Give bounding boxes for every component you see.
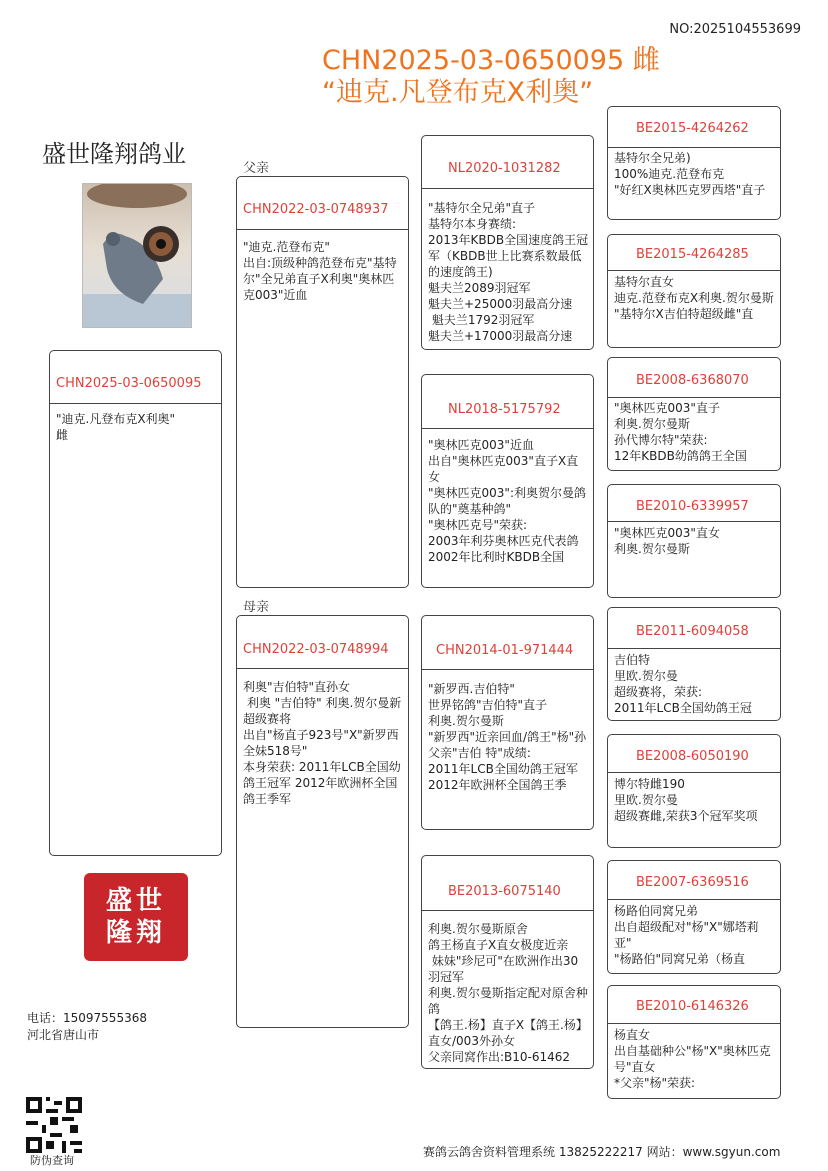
qr-caption: 防伪查询: [30, 1154, 74, 1167]
pedigree-title-ring: CHN2025-03-0650095 雌: [322, 45, 660, 76]
maternal-grandfather-ring: CHN2014-01-971444: [436, 643, 574, 658]
maternal-grandmother-desc: 利奥.贺尔曼斯原舍 鸽王杨直子X直女极度近亲 妹妹"珍尼可"在欧洲作出30羽冠军 利奥.贺尔曼斯指定配对原舍种鸽 【鸽王.杨】直子X【鸽王.杨】直女/003外孙女 父亲同窝作出:B10-61462: [428, 922, 588, 1064]
ggp-ffm-ring: BE2015-4264285: [636, 247, 749, 262]
paternal-grandmother-ring: NL2018-5175792: [448, 402, 561, 417]
ggp-fmm-card: [607, 484, 781, 598]
ggp-fmf-ring: BE2008-6368070: [636, 373, 749, 388]
pigeon-photo: [82, 183, 192, 328]
pedigree-title-name: “迪克.凡登布克X利奥”: [322, 77, 594, 108]
mother-ring: CHN2022-03-0748994: [243, 642, 389, 657]
ggp-mfm-desc: 博尔特雌190 里欧.贺尔曼 超级赛雌,荣获3个冠军奖项: [614, 777, 758, 823]
mother-label: 母亲: [243, 600, 270, 615]
ggp-mmm-card: [607, 985, 781, 1099]
ggp-mmm-desc: 杨直女 出自基础种公"杨"X"奥林匹克号"直女 *父亲"杨"荣获:: [614, 1028, 771, 1090]
ggp-mmm-ring: BE2010-6146326: [636, 999, 749, 1014]
ggp-mfm-ring: BE2008-6050190: [636, 749, 749, 764]
ggp-mff-ring: BE2011-6094058: [636, 624, 749, 639]
maternal-grandmother-card: [421, 855, 594, 1069]
ggp-fff-desc: 基特尔全兄弟) 100%迪克.范登布克 "好红X奥林匹克罗西塔"直子: [614, 151, 766, 197]
ggp-fmf-desc: "奥林匹克003"直子 利奥.贺尔曼斯 孙代博尔特"荣获: 12年KBDB幼鸽鸽王全国: [614, 401, 747, 463]
paternal-grandfather-ring: NL2020-1031282: [448, 161, 561, 176]
paternal-grandmother-desc: "奥林匹克003"近血 出自"奥林匹克003"直子X直女 "奥林匹克003":利奥贺尔曼鸽队的"奠基种鸽" "奥林匹克号"荣获: 2003年利芬奥林匹克代表鸽 2002年比利时KBDB全国: [428, 438, 586, 564]
paternal-grandmother-card: [421, 374, 594, 588]
maternal-grandmother-ring: BE2013-6075140: [448, 884, 561, 899]
father-label: 父亲: [243, 161, 270, 176]
paternal-grandfather-card: [421, 135, 594, 350]
ggp-ffm-card: [607, 234, 781, 348]
maternal-grandfather-card: [421, 615, 594, 830]
maternal-grandfather-desc: "新罗西.吉伯特" 世界铭鸽"吉伯特"直子 利奥.贺尔曼斯 "新罗西"近亲回血/鸽王"杨"孙 父亲"吉伯 特"成绩: 2011年LCB全国幼鸽王冠军 2012年欧洲杯全国鸽王季: [428, 682, 587, 792]
contact-phone: 电话：15097555368: [27, 1011, 147, 1025]
mother-desc: 利奥"吉伯特"直孙女 利奥 "吉伯特" 利奥.贺尔曼新超级赛将 出自"杨直子923号"X"新罗西全妹518号" 本身荣获: 2011年LCB全国幼鸽王冠军 2012年欧洲杯全国鸽王季军: [243, 680, 402, 806]
ggp-ffm-desc: 基特尔直女 迪克.范登布克X利奥.贺尔曼斯 "基特尔X吉伯特超级雌"直: [614, 275, 774, 321]
ggp-mff-card: [607, 607, 781, 721]
subject-desc: "迪克.凡登布克X利奥" 雌: [56, 412, 176, 442]
ggp-mmf-card: [607, 860, 781, 974]
ggp-mfm-card: [607, 734, 781, 848]
brand-seal: [84, 873, 188, 961]
subject-ring: CHN2025-03-0650095: [56, 376, 202, 391]
qr-code[interactable]: [26, 1097, 82, 1153]
footer-info: 赛鸽云鸽舍资料管理系统 13825222217 网站：www.sgyun.com: [423, 1145, 781, 1159]
father-ring: CHN2022-03-0748937: [243, 202, 389, 217]
paternal-grandfather-desc: "基特尔全兄弟"直子 基特尔本身赛绩: 2013年KBDB全国速度鸽王冠军（KBDB世上比赛系数最低的速度鸽王) 魁夫兰2089羽冠军 魁夫兰+25000羽最高分速 魁夫兰1792羽冠军 魁夫兰+17000羽最高分速: [428, 201, 589, 343]
ggp-mff-desc: 吉伯特 里欧.贺尔曼 超级赛将，荣获: 2011年LCB全国幼鸽王冠: [614, 653, 752, 715]
ggp-fff-ring: BE2015-4264262: [636, 121, 749, 136]
brand-seal-text: 盛世隆翔: [105, 886, 166, 948]
mother-card: [236, 615, 409, 1028]
ggp-fmm-ring: BE2010-6339957: [636, 499, 749, 514]
contact-address: 河北省唐山市: [27, 1028, 100, 1042]
subject-card: [49, 350, 222, 856]
ggp-mmf-desc: 杨路伯同窝兄弟 出自超级配对"杨"X"娜塔莉亚" "杨路伯"同窝兄弟（杨直: [614, 904, 759, 966]
ggp-fmf-card: [607, 357, 781, 471]
document-number: NO:2025104553699: [669, 22, 801, 37]
father-card: [236, 176, 409, 588]
brand-name: 盛世隆翔鸽业: [42, 140, 186, 168]
father-desc: "迪克.范登布克" 出自:顶级种鸽范登布克"基特尔"全兄弟直子X利奥"奥林匹克003"近血: [243, 240, 397, 302]
ggp-mmf-ring: BE2007-6369516: [636, 875, 749, 890]
ggp-fmm-desc: "奥林匹克003"直女 利奥.贺尔曼斯: [614, 526, 720, 556]
ggp-fff-card: [607, 106, 781, 220]
